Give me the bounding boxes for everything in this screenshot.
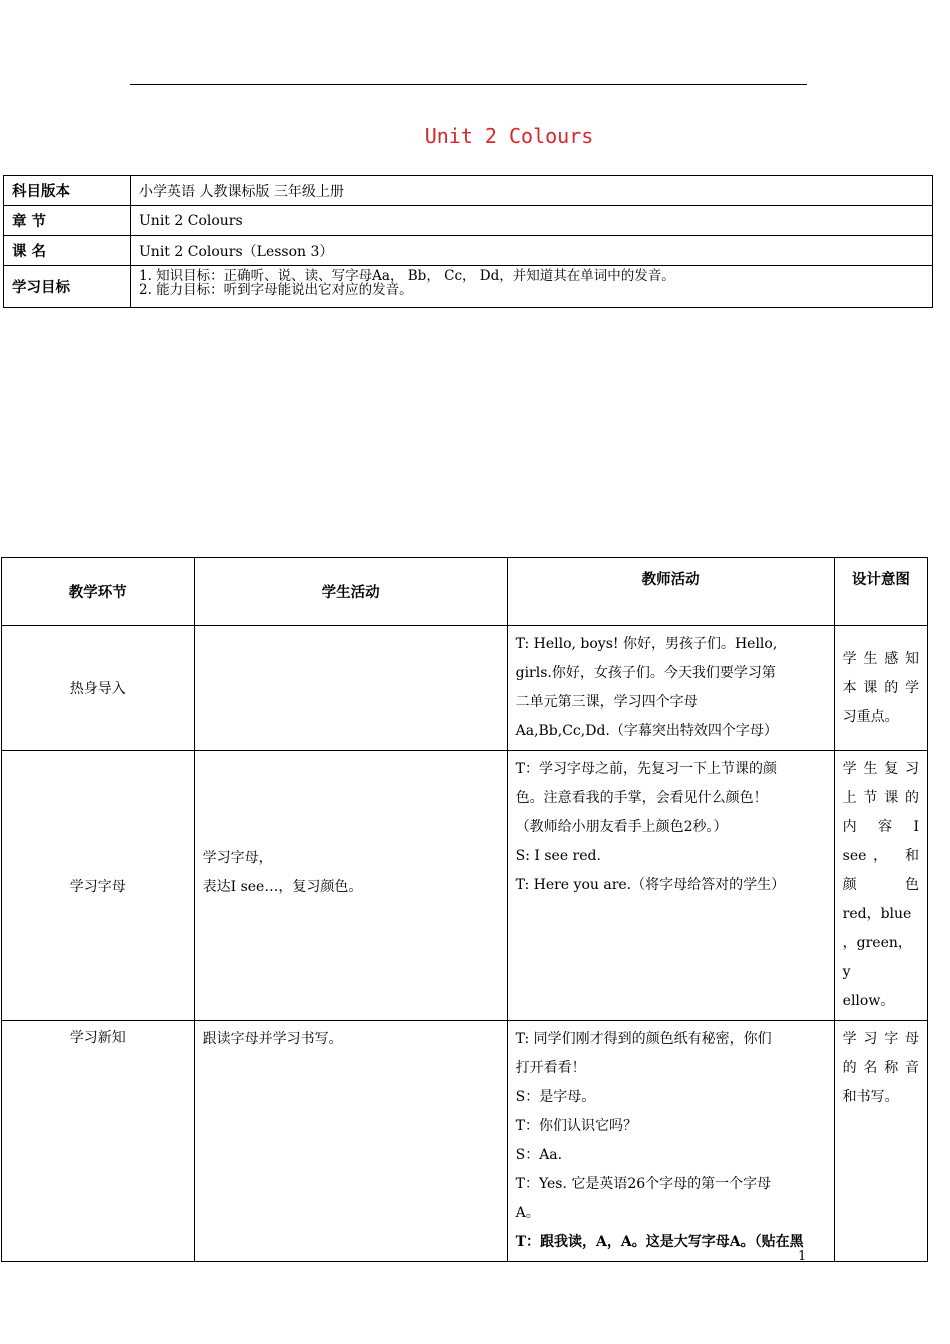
teacher-line: girls.你好，女孩子们。今天我们要学习第 xyxy=(515,665,776,681)
plan-row-new-knowledge xyxy=(2,1021,928,1262)
student-cell xyxy=(194,751,507,1021)
purpose-line: ellow。 xyxy=(842,993,895,1009)
info-row-lesson xyxy=(4,236,933,266)
student-cell xyxy=(194,626,507,751)
subject-label: 科目版本 xyxy=(4,176,131,206)
teacher-line: T: Here you are.（将字母给答对的学生） xyxy=(515,877,786,893)
document-title: Unit 2 Colours xyxy=(424,124,594,148)
info-row-subject xyxy=(4,176,933,206)
teacher-line: T: 同学们刚才得到的颜色纸有秘密，你们 xyxy=(515,1031,772,1047)
purpose-line: 上节课的 xyxy=(842,790,919,806)
teacher-line: S：Aa. xyxy=(515,1147,563,1163)
stage-cell: 热身导入 xyxy=(2,626,195,751)
stage-cell: 学习新知 xyxy=(2,1021,195,1262)
lesson-value: Unit 2 Colours（Lesson 3） xyxy=(131,236,933,266)
page-number: 1 xyxy=(798,1249,807,1264)
student-line: 学习字母， xyxy=(202,849,273,866)
teaching-plan-table xyxy=(1,557,928,1262)
purpose-cell xyxy=(834,1021,927,1262)
teacher-line: 打开看看！ xyxy=(515,1060,586,1076)
purpose-line: see， 和 xyxy=(842,848,919,864)
purpose-cell xyxy=(834,626,927,751)
plan-header-row xyxy=(2,558,928,626)
teacher-line: 色。注意看我的手掌，会看见什么颜色！ xyxy=(515,790,768,806)
stage-cell: 学习字母 xyxy=(2,751,195,1021)
teacher-line: A。 xyxy=(515,1205,540,1221)
plan-row-letters xyxy=(2,751,928,1021)
goals-value xyxy=(131,266,933,308)
subject-value: 小学英语 人教课标版 三年级上册 xyxy=(131,176,933,206)
purpose-line: 的名称音 xyxy=(842,1060,919,1076)
teacher-cell xyxy=(507,1021,834,1262)
teacher-line: T: Hello, boys! 你好，男孩子们。Hello, xyxy=(515,636,778,652)
student-line: 跟读字母并学习书写。 xyxy=(202,1031,343,1047)
purpose-line: 习重点。 xyxy=(842,708,899,725)
header-teacher-activity: 教师活动 xyxy=(507,558,834,626)
lesson-info-table xyxy=(3,175,933,308)
student-cell xyxy=(194,1021,507,1262)
purpose-line: 本课的学 xyxy=(842,679,919,696)
lesson-label: 课 名 xyxy=(4,236,131,266)
purpose-line: ，green，y xyxy=(842,935,912,980)
header-student-activity: 学生活动 xyxy=(194,558,507,626)
purpose-line: 内 容 I xyxy=(842,819,919,835)
student-line: 表达I see…，复习颜色。 xyxy=(202,878,363,895)
purpose-line: 学习字母 xyxy=(842,1031,919,1047)
purpose-line: 学生感知 xyxy=(842,650,919,667)
purpose-line: 和书写。 xyxy=(842,1089,899,1105)
teacher-cell xyxy=(507,626,834,751)
goals-label: 学习目标 xyxy=(4,266,131,308)
teacher-line: （教师给小朋友看手上颜色2秒。） xyxy=(515,819,728,835)
teacher-line: T：Yes. 它是英语26个字母的第一个字母 xyxy=(515,1176,772,1192)
info-row-goals xyxy=(4,266,933,308)
header-stage: 教学环节 xyxy=(2,558,195,626)
plan-row-warmup xyxy=(2,626,928,751)
teacher-line: T：你们认识它吗？ xyxy=(515,1118,637,1134)
teacher-line: S: I see red. xyxy=(515,848,601,864)
header-design-intent: 设计意图 xyxy=(834,558,927,626)
header-rule xyxy=(130,84,807,85)
chapter-label: 章 节 xyxy=(4,206,131,236)
teacher-line: T：学习字母之前，先复习一下上节课的颜 xyxy=(515,761,777,777)
chapter-value: Unit 2 Colours xyxy=(131,206,933,236)
info-row-chapter xyxy=(4,206,933,236)
teacher-line: S：是字母。 xyxy=(515,1089,596,1105)
teacher-cell xyxy=(507,751,834,1021)
purpose-line: red，blue xyxy=(842,906,912,922)
goal-item: 1. 知识目标：正确听、说、读、写字母Aa， Bb， Cc， Dd，并知道其在单词中的发音。 xyxy=(139,268,675,284)
purpose-cell xyxy=(834,751,927,1021)
purpose-line: 学生复习 xyxy=(842,761,919,777)
purpose-line: 颜 色 xyxy=(842,877,919,893)
teacher-line: Aa,Bb,Cc,Dd.（字幕突出特效四个字母） xyxy=(515,723,778,739)
goal-item: 2. 能力目标：听到字母能说出它对应的发音。 xyxy=(139,282,413,298)
teacher-line: 二单元第三课，学习四个字母 xyxy=(515,694,698,710)
teacher-line: T：跟我读，A，A。这是大写字母A。（贴在黑 xyxy=(515,1234,804,1250)
